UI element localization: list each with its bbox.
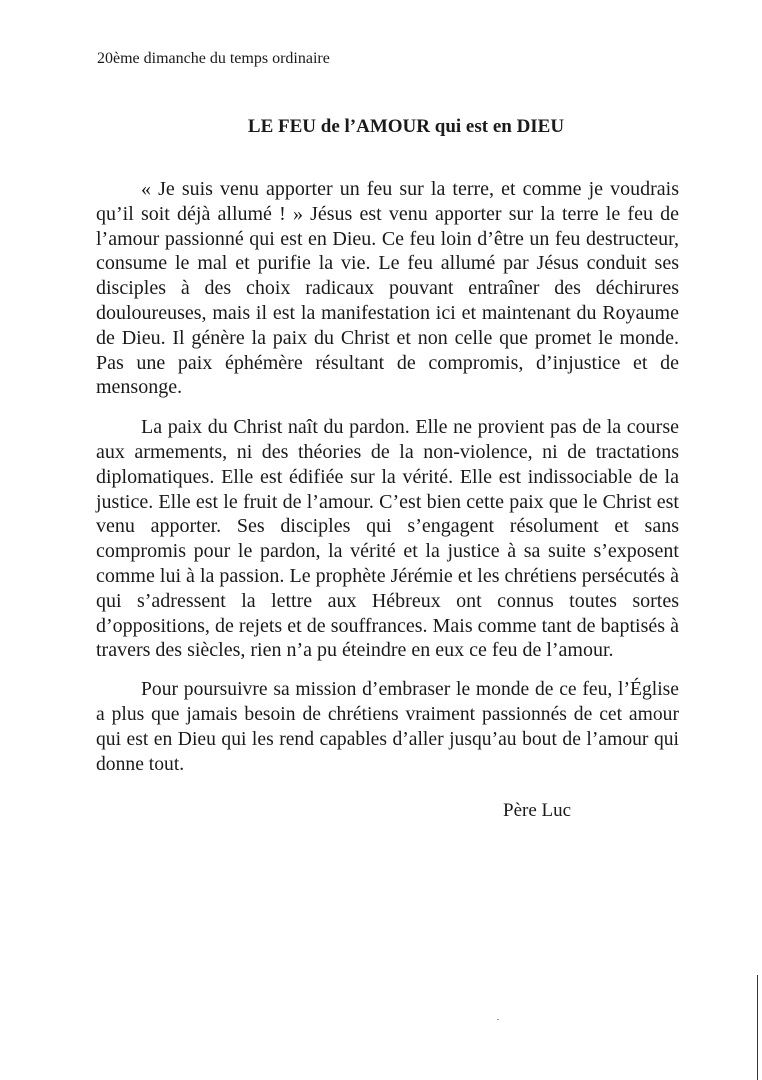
document-title: LE FEU de l’AMOUR qui est en DIEU — [247, 116, 565, 137]
document-body — [96, 177, 679, 792]
scan-edge-line — [757, 975, 758, 1080]
signature: Père Luc — [503, 800, 572, 821]
paragraph-2: La paix du Christ naît du pardon. Elle ne provient pas de la course aux armements, ni des théories de la non-violence, ni de tractations diplomatiques. Elle est édifiée sur la vérité. Elle est indissociable de la justice. Elle est le fruit de l’amour. C’est bien cette paix que le Christ est venu apporter. Ses disciples qui s’engagent résolument et sans compromis pour le pardon, la vérité et la justice à sa suite s’exposent comme lui à la passion. Le prophète Jérémie et les chrétiens persécutés à qui s’adressent la lettre aux Hébreux ont connus toutes sortes d’oppositions, de rejets et de souffrances. Mais comme tant de baptisés à travers des siècles, rien n’a pu éteindre en eux ce feu de l’amour. — [96, 416, 679, 662]
paragraph-1: « Je suis venu apporter un feu sur la terre, et comme je voudrais qu’il soit déjà allumé ! » Jésus est venu apporter sur la terre le feu de l’amour passionné qui est en Dieu. Ce feu loin d’être un feu destructeur, consume le mal et purifie la vie. Le feu allumé par Jésus conduit ses disciples à des choix radicaux pouvant entraîner des déchirures douloureuses, mais il est la manifestation ici et maintenant du Royaume de Dieu. Il génère la paix du Christ et non celle que promet le monde. Pas une paix éphémère résultant de compromis, d’injustice et de mensonge. — [96, 178, 679, 399]
paragraph-3: Pour poursuivre sa mission d’embraser le monde de ce feu, l’Église a plus que jamais besoin de chrétiens vraiment passionnés de cet amour qui est en Dieu qui les rend capables d’aller jusqu’au bout de l’amour qui donne tout. — [96, 679, 679, 775]
document-header: 20ème dimanche du temps ordinaire — [97, 50, 330, 67]
scan-speck — [497, 1019, 499, 1020]
